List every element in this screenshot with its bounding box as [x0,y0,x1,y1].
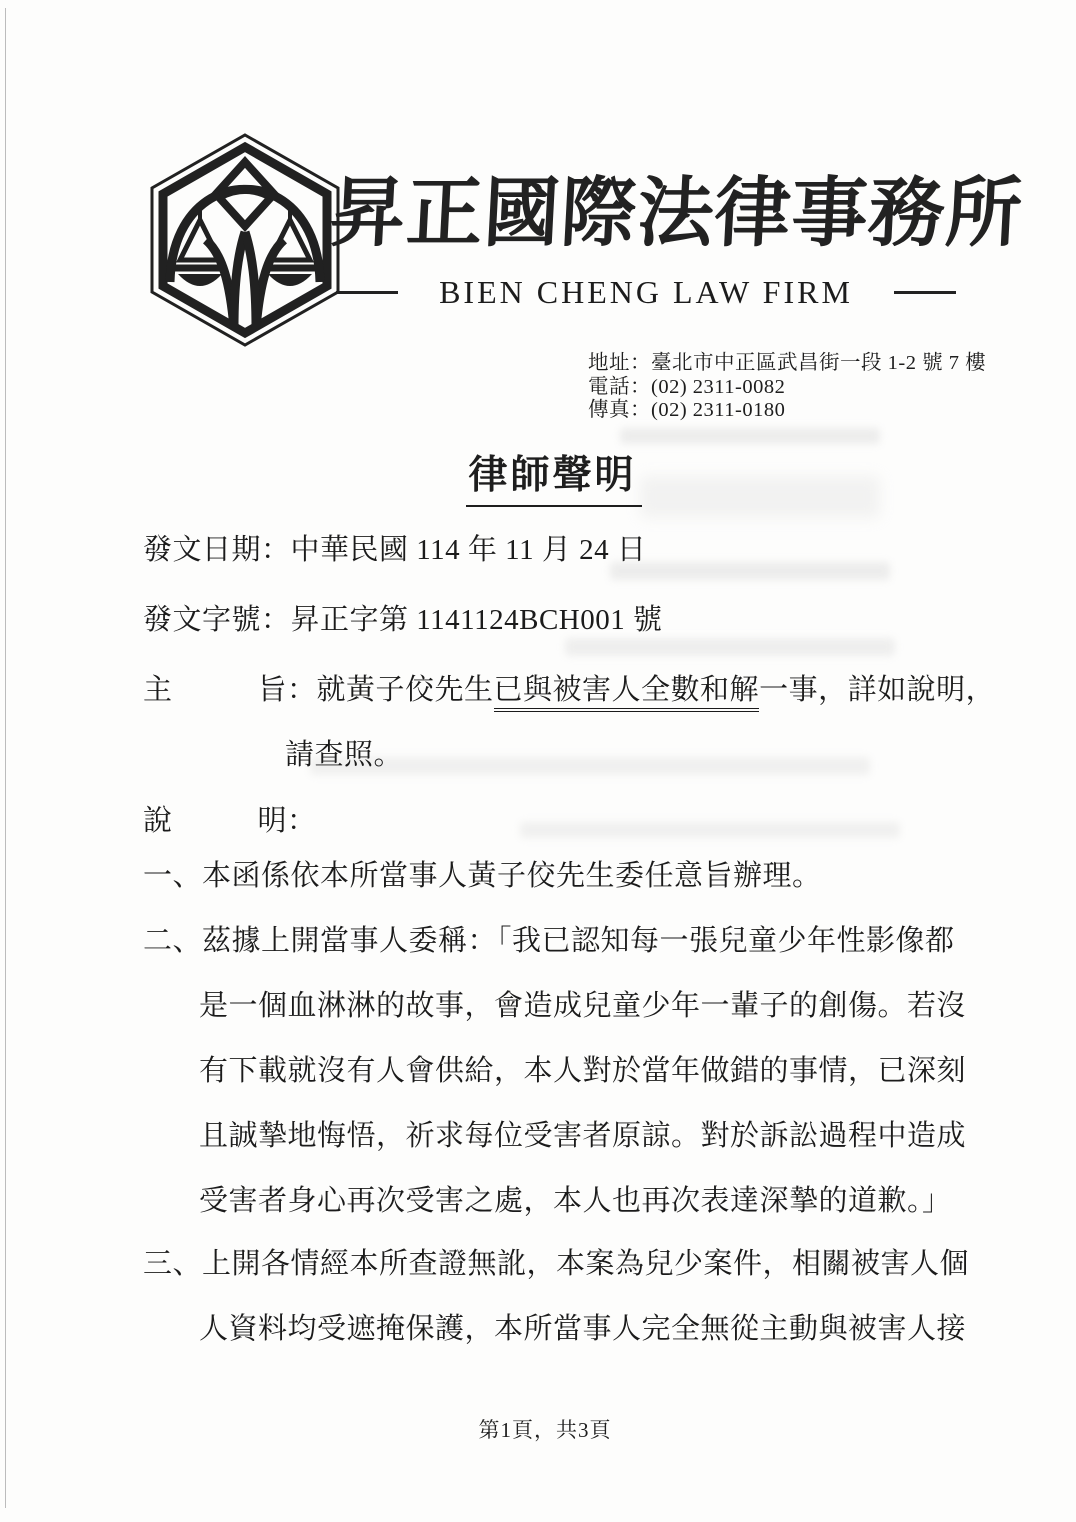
firm-phone: 電話：(02) 2311-0082 [588,375,786,398]
firm-fax: 傳真：(02) 2311-0180 [588,399,786,421]
bleedthrough-artifact [565,638,895,656]
firm-name-english: BIEN CHENG LAW FIRM [439,274,853,310]
subject-text-before: 就黃子佼先生 [316,674,494,706]
firm-contact-block [588,352,986,423]
firm-address: 地址：臺北市中正區武昌街一段 1-2 號 7 樓 [588,352,987,374]
explanation-label-char2: 明： [257,805,317,837]
subject-label-char1: 主 [143,674,173,706]
subject-line-2: 請查照。 [285,739,404,771]
reference-number-line: 發文字號：昇正字第 1141124BCH001 號 [143,604,663,636]
scan-edge-artifact [5,8,6,1508]
explanation-item-2-cont: 是一個血淋淋的故事，會造成兒童少年一輩子的創傷。若沒 [199,990,967,1022]
explanation-item-1: 一、本函係依本所當事人黃子佼先生委任意旨辦理。 [143,860,822,892]
scales-of-justice-hexagon-icon [138,132,352,348]
document-title-row [0,444,1076,507]
explanation-item-2: 二、茲據上開當事人委稱：「我已認知每一張兒童少年性影像都 [143,925,955,957]
bleedthrough-artifact [610,562,890,580]
page-number-text: 第1頁，共3頁 [478,1418,612,1442]
issue-date-line: 發文日期：中華民國 114 年 11 月 24 日 [143,534,647,566]
explanation-item-3-cont: 人資料均受遮掩保護，本所當事人完全無從主動與被害人接 [199,1313,967,1345]
explanation-item-2-cont: 受害者身心再次受害之處，本人也再次表達深摯的道歉。」 [199,1185,952,1217]
page-number-footer [0,1414,1076,1444]
bleedthrough-artifact [520,822,900,838]
subject-text-underlined: 已與被害人全數和解 [494,667,760,712]
bleedthrough-artifact [620,428,880,444]
subject-label-char2: 旨： [257,674,317,706]
document-title: 律師聲明 [466,444,641,507]
explanation-item-3: 三、上開各情經本所查證無訛，本案為兒少案件，相關被害人個 [143,1248,970,1280]
dash-rule-left [336,291,398,294]
subject-text-after: 一事，詳如說明， [759,674,996,706]
explanation-item-2-cont: 有下載就沒有人會供給，本人對於當年做錯的事情，已深刻 [199,1055,967,1087]
explanation-label-line [143,798,317,839]
dash-rule-right [894,291,956,294]
subject-line [143,667,995,712]
firm-name-english-row [336,274,956,311]
explanation-label-char1: 說 [143,805,173,837]
explanation-item-2-cont: 且誠摯地悔悟，祈求每位受害者原諒。對於訴訟過程中造成 [199,1120,967,1152]
firm-name-chinese: 昇正國際法律事務所 [327,172,1025,256]
